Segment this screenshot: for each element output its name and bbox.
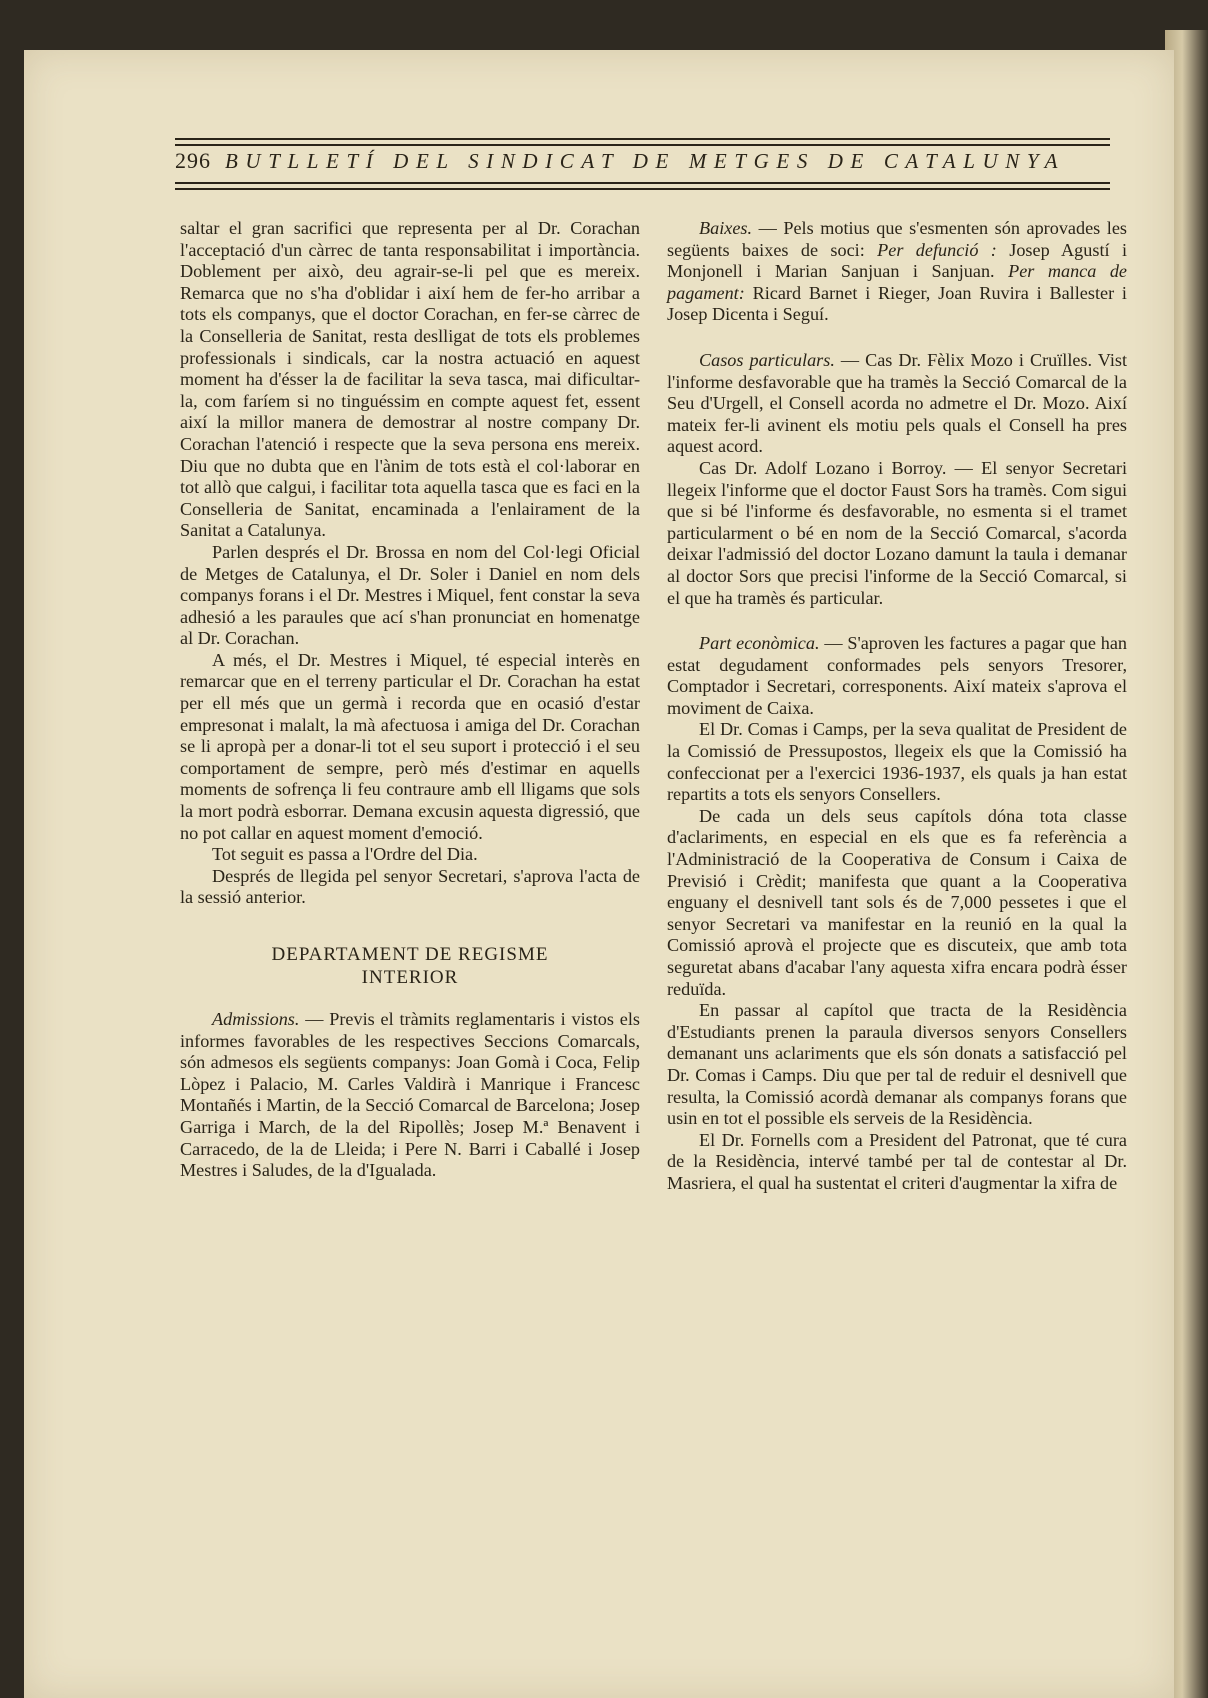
header-row — [175, 148, 1115, 180]
header-rule-top — [175, 138, 1110, 140]
journal-title: BUTLLETÍ DEL SINDICAT DE METGES DE CATALUNYA — [225, 149, 1066, 173]
part-economica-text: — S'aproven les factures a pagar que han estat degudament conformades pels senyors Tresorer, Comptador i Secretari, corresponents. Així mateix s'aprova el moviment de Caixa. — [667, 633, 1127, 718]
left-column — [180, 218, 640, 1182]
baixes-paragraph — [667, 218, 1127, 326]
admissions-text: — Previs el tràmits reglamentaris i vistos els informes favorables de les respectives Seccions Comarcals, són admesos els següents companys: Joan Gomà i Coca, Felip Lòpez i Palacio, M. Carles Valdirà i Manrique i Francesc Montañés i Martin, de la Secció Comarcal de Barcelona; Josep Garriga i March, de la del Ripollès; Josep M.ª Benavent i Carracedo, de la de Lleida; i Pere N. Barri i Caballé i Josep Mestres i Saludes, de la d'Igualada. — [180, 1009, 640, 1181]
admissions-paragraph — [180, 1009, 640, 1182]
part-economica-lead: Part econòmica. — [699, 633, 820, 654]
paragraph: El Dr. Fornells com a President del Patronat, que té cura de la Residència, intervé també per tal de contestar al Dr. Masriera, el qual ha sustentat el criteri d'augmentar la xifra de — [667, 1129, 1127, 1193]
spacer — [667, 326, 1127, 350]
paragraph: El Dr. Comas i Camps, per la seva qualitat de President de la Comissió de Pressupostos, llegeix els que la Comissió ha confeccionat per a l'exercici 1936-1937, els quals ja han estat repartits a tots els senyors Consellers. — [667, 719, 1127, 805]
paragraph: Parlen després el Dr. Brossa en nom del Col·legi Oficial de Metges de Catalunya, el Dr. Soler i Daniel en nom dels companys forans i el Dr. Mestres i Miquel, fent constar la seva adhesió a les paraules que ací s'han pronunciat en homenatge al Dr. Corachan. — [180, 541, 640, 649]
section-heading-line: DEPARTAMENT DE REGISME — [271, 944, 549, 965]
baixes-text: Josep Agustí i Monjonell i Marian Sanjuan i Sanjuan. — [667, 239, 1127, 282]
casos-paragraph — [667, 350, 1127, 458]
paragraph: Cas Dr. Adolf Lozano i Borroy. — El senyor Secretari llegeix l'informe que el doctor Faust Sors ha tramès. Com sigui que si bé l'informe és desfavorable, no esmenta si el tramet particularment o bé en nom de la Secció Comarcal, s'acorda deixar l'admissió del doctor Lozano damunt la taula i demanar al doctor Sors que precisi l'informe de la Secció Comarcal, si el que ha tramès és particular. — [667, 457, 1127, 608]
part-economica-paragraph — [667, 633, 1127, 719]
baixes-text: Ricard Barnet i Rieger, Joan Ruvira i Ballester i Josep Dicenta i Seguí. — [667, 282, 1127, 325]
defuncio-label: Per defunció : — [877, 239, 997, 260]
admissions-lead: Admissions. — [212, 1009, 300, 1029]
section-heading — [180, 943, 640, 989]
right-column — [667, 218, 1127, 1195]
spacer — [667, 609, 1127, 633]
paragraph: De cada un dels seus capítols dóna tota classe d'aclariments, en especial en els que es fa referència a l'Administració de la Cooperativa de Consum i Caixa de Previsió i Crèdit; manifesta que quant a la Cooperativa enguany el desnivell tant sols és de 7,000 pessetes i que el senyor Secretari va manifestar en la reunió en la qual la Comissió aprovà el projecte que es discuteix, que amb tota seguretat abans d'acabar l'any aquesta xifra encara podrà ésser reduïda. — [667, 805, 1127, 999]
baixes-lead: Baixes. — [699, 218, 753, 238]
baixes-text: — Pels motius que s'esmenten són aprovades les següents baixes de soci: — [667, 218, 1127, 260]
casos-text: — Cas Dr. Fèlix Mozo i Cruïlles. Vist l'informe desfavorable que ha tramès la Secció Comarcal de la Seu d'Urgell, el Consell acorda no admetre el Dr. Mozo. Així mateix fer-li avinent els motiu pels quals el Consell ha pres aquest acord. — [667, 349, 1127, 457]
paragraph: saltar el gran sacrifici que representa per al Dr. Corachan l'acceptació d'un càrrec de tanta responsabilitat i importància. Doblement per això, deu agrair-se-li pel que es mereix. Remarca que no s'ha d'oblidar i així hem de fer-ho arribar a tots els companys, que el doctor Corachan, en fer-se càrrec de la Conselleria de Sanitat, resta deslligat de tots els problemes professionals i sindicals, car la nostra actuació en aquest moment ha d'ésser la de facilitar la seva tasca, mai dificultar-la, com faríem si no tinguéssim en compte aquest fet, essent així la millor manera de demostrar al nostre company Dr. Corachan l'atenció i respecte que la seva persona ens mereix. Diu que no dubta que en l'ànim de tots està el col·laborar en tot allò que calgui, i facilitar tota aquella tasca que es faci en la Conselleria de Sanitat, encaminada a l'enlairament de la Sanitat a Catalunya. — [180, 218, 640, 541]
header-rule-bottom — [175, 182, 1110, 184]
section-heading-line: INTERIOR — [361, 967, 459, 988]
paragraph: En passar al capítol que tracta de la Residència d'Estudiants prenen la paraula diversos senyors Consellers demanant uns aclariments que els són donats a satisfacció pel Dr. Comas i Camps. Diu que per tal de reduir el desnivell que resulta, la Comissió acordà demanar als companys forans que usin en tot el possible els serveis de la Residència. — [667, 1000, 1127, 1129]
header-rule-top-inner — [175, 144, 1110, 146]
casos-lead: Casos particulars. — [699, 349, 835, 370]
running-header — [150, 90, 1110, 190]
paragraph: A més, el Dr. Mestres i Miquel, té especial interès en remarcar que en el terreny particular el Dr. Corachan ha estat per ell més que un germà i recorda que en ocasió d'estar empresonat i malalt, la mà afectuosa i amiga del Dr. Corachan se li apropà per a donar-li tot el seu suport i protecció i el seu comportament de sempre, però més d'estimar en aquells moments de sofrença li feu contraure amb ell lligams que sols la mort podrà esborrar. Demana excusin aquesta digressió, que no pot callar en aquest moment d'emoció. — [180, 649, 640, 843]
page-number: 296 — [175, 148, 211, 173]
paragraph: Tot seguit es passa a l'Ordre del Dia. — [212, 844, 478, 865]
paragraph: Després de llegida pel senyor Secretari, s'aprova l'acta de la sessió anterior. — [180, 865, 640, 908]
header-rule-bottom-inner — [175, 188, 1110, 190]
manca-pagament-label: Per manca de pagament: — [667, 261, 1127, 303]
